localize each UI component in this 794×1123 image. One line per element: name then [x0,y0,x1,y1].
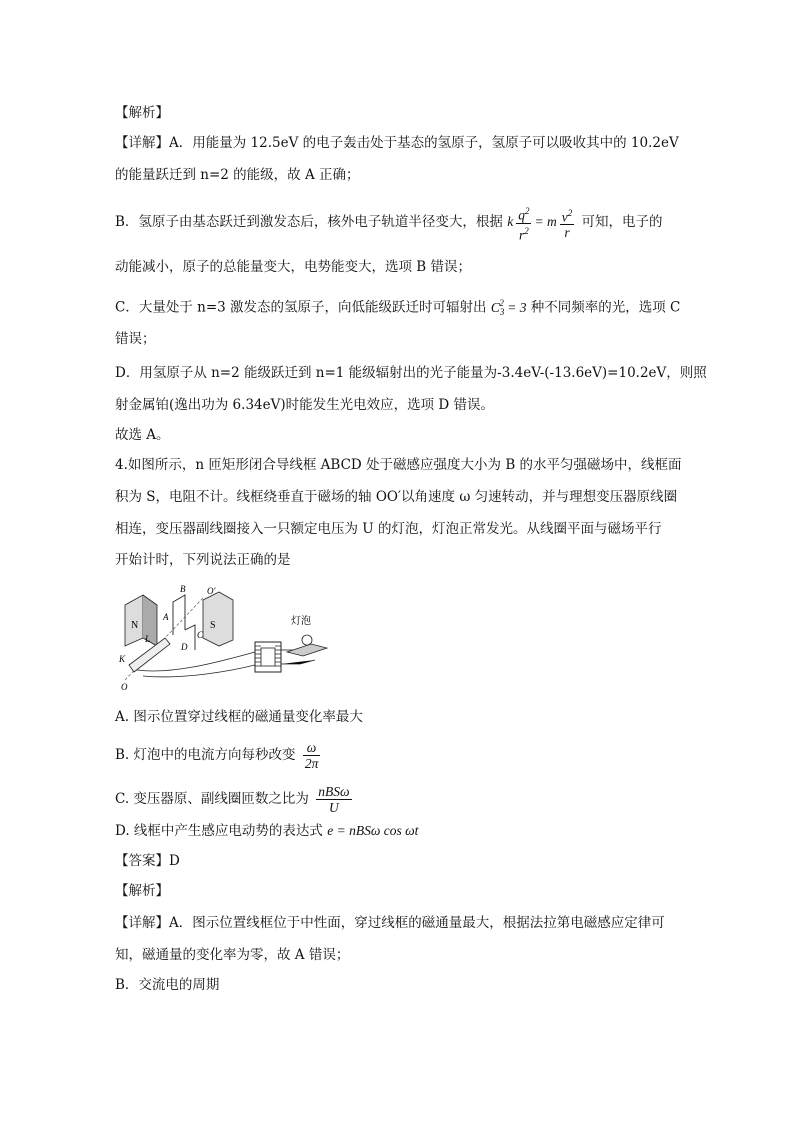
coulomb-formula: k $\frac{q^2}{r^2}$ = m $\frac{v^2}{r}$ [507,206,573,242]
option-c: C. 变压器原、副线圈匝数之比为 $\frac{\text{nBSω}}{U}$ [115,784,350,815]
detail-d-line-1: D．用氢原子从 n=2 能级跃迁到 n=1 能级辐射出的光子能量为-3.4eV-(-13.6eV)=10.2eV，则照 [115,365,707,381]
option-d: D. 线框中产生感应电动势的表达式 e = nBSω cos ωt [115,823,419,839]
corner-a-label: A [163,612,169,622]
brush-k-label: K [119,654,126,664]
detail-c-line-1: C．大量处于 n=3 激发态的氢原子，向低能级跃迁时可辐射出 $C_3^2 = 3$ 种不同频率的光，选项 C [115,298,681,318]
option-b-formula: $\frac{\omega}{2\pi}$ [304,740,319,771]
analysis-heading-1: 【解析】 [115,105,169,121]
magnet-s-label: S [210,620,216,631]
magnet-n-label: N [131,620,139,631]
analysis-heading-2: 【解析】 [115,883,169,899]
detail2-line-3: B．交流电的周期 [115,977,220,993]
detail-b-line-2: 动能减小，原子的总能量变大，电势能变大，选项 B 错误； [115,259,472,275]
option-d-formula: e = nBSω cos ωt [327,823,419,838]
detail-b-line-1: B．氢原子由基态跃迁到激发态后，核外电子轨道半径变大，根据 k $\frac{q^2}{r^2}$ = m $\frac{v^2}{r}$ 可知，电子的 [115,206,663,242]
detail2-line-1: 【详解】A．图示位置线框位于中性面，穿过线框的磁通量最大，根据法拉第电磁感应定律可 [115,915,665,931]
option-b: B. 灯泡中的电流方向每秒改变 $\frac{\omega}{2\pi}$ [115,740,319,771]
axis-o-prime-label: O′ [207,586,216,596]
question-4-line-3: 相连，变压器副线圈接入一只额定电压为 U 的灯泡，灯泡正常发光。从线圈平面与磁场平行 [115,521,662,537]
choose-line-1: 故选 A。 [115,427,170,443]
detail-c-line-2: 错误； [115,331,156,347]
generator-transformer-figure [115,580,330,695]
corner-b-label: B [180,584,186,594]
axis-o-label: O [121,682,128,692]
question-4-line-1: 4.如图所示，n 匝矩形闭合导线框 ABCD 处于磁感应强度大小为 B 的水平匀强磁场中，线框面 [115,457,682,473]
detail-a-line-1: 【详解】A．用能量为 12.5eV 的电子轰击处于基态的氢原子，氢原子可以吸收其中的 10.2eV [115,135,679,151]
option-a: A. 图示位置穿过线框的磁通量变化率最大 [115,709,363,725]
detail2-line-2: 知，磁通量的变化率为零，故 A 错误； [115,947,350,963]
brush-l-label: L [145,634,151,644]
answer-line: 【答案】D [115,853,180,869]
question-4-line-2: 积为 S，电阻不计。线框绕垂直于磁场的轴 OO′以角速度 ω 匀速转动，并与理想变压器原线圈 [115,489,678,505]
corner-d-label: D [181,642,188,652]
bulb-label: 灯泡 [291,616,311,627]
corner-c-label: C [197,630,204,640]
detail-d-line-2: 射金属铂(逸出功为 6.34eV)时能发生光电效应，选项 D 错误。 [115,397,495,413]
combination-formula: $C_3^2 = 3$ [490,298,527,318]
question-4-line-4: 开始计时，下列说法正确的是 [115,552,291,568]
option-c-formula: $\frac{\text{nBSω}}{U}$ [318,784,350,815]
detail-a-line-2: 的能量跃迁到 n=2 的能级，故 A 正确； [115,167,360,183]
